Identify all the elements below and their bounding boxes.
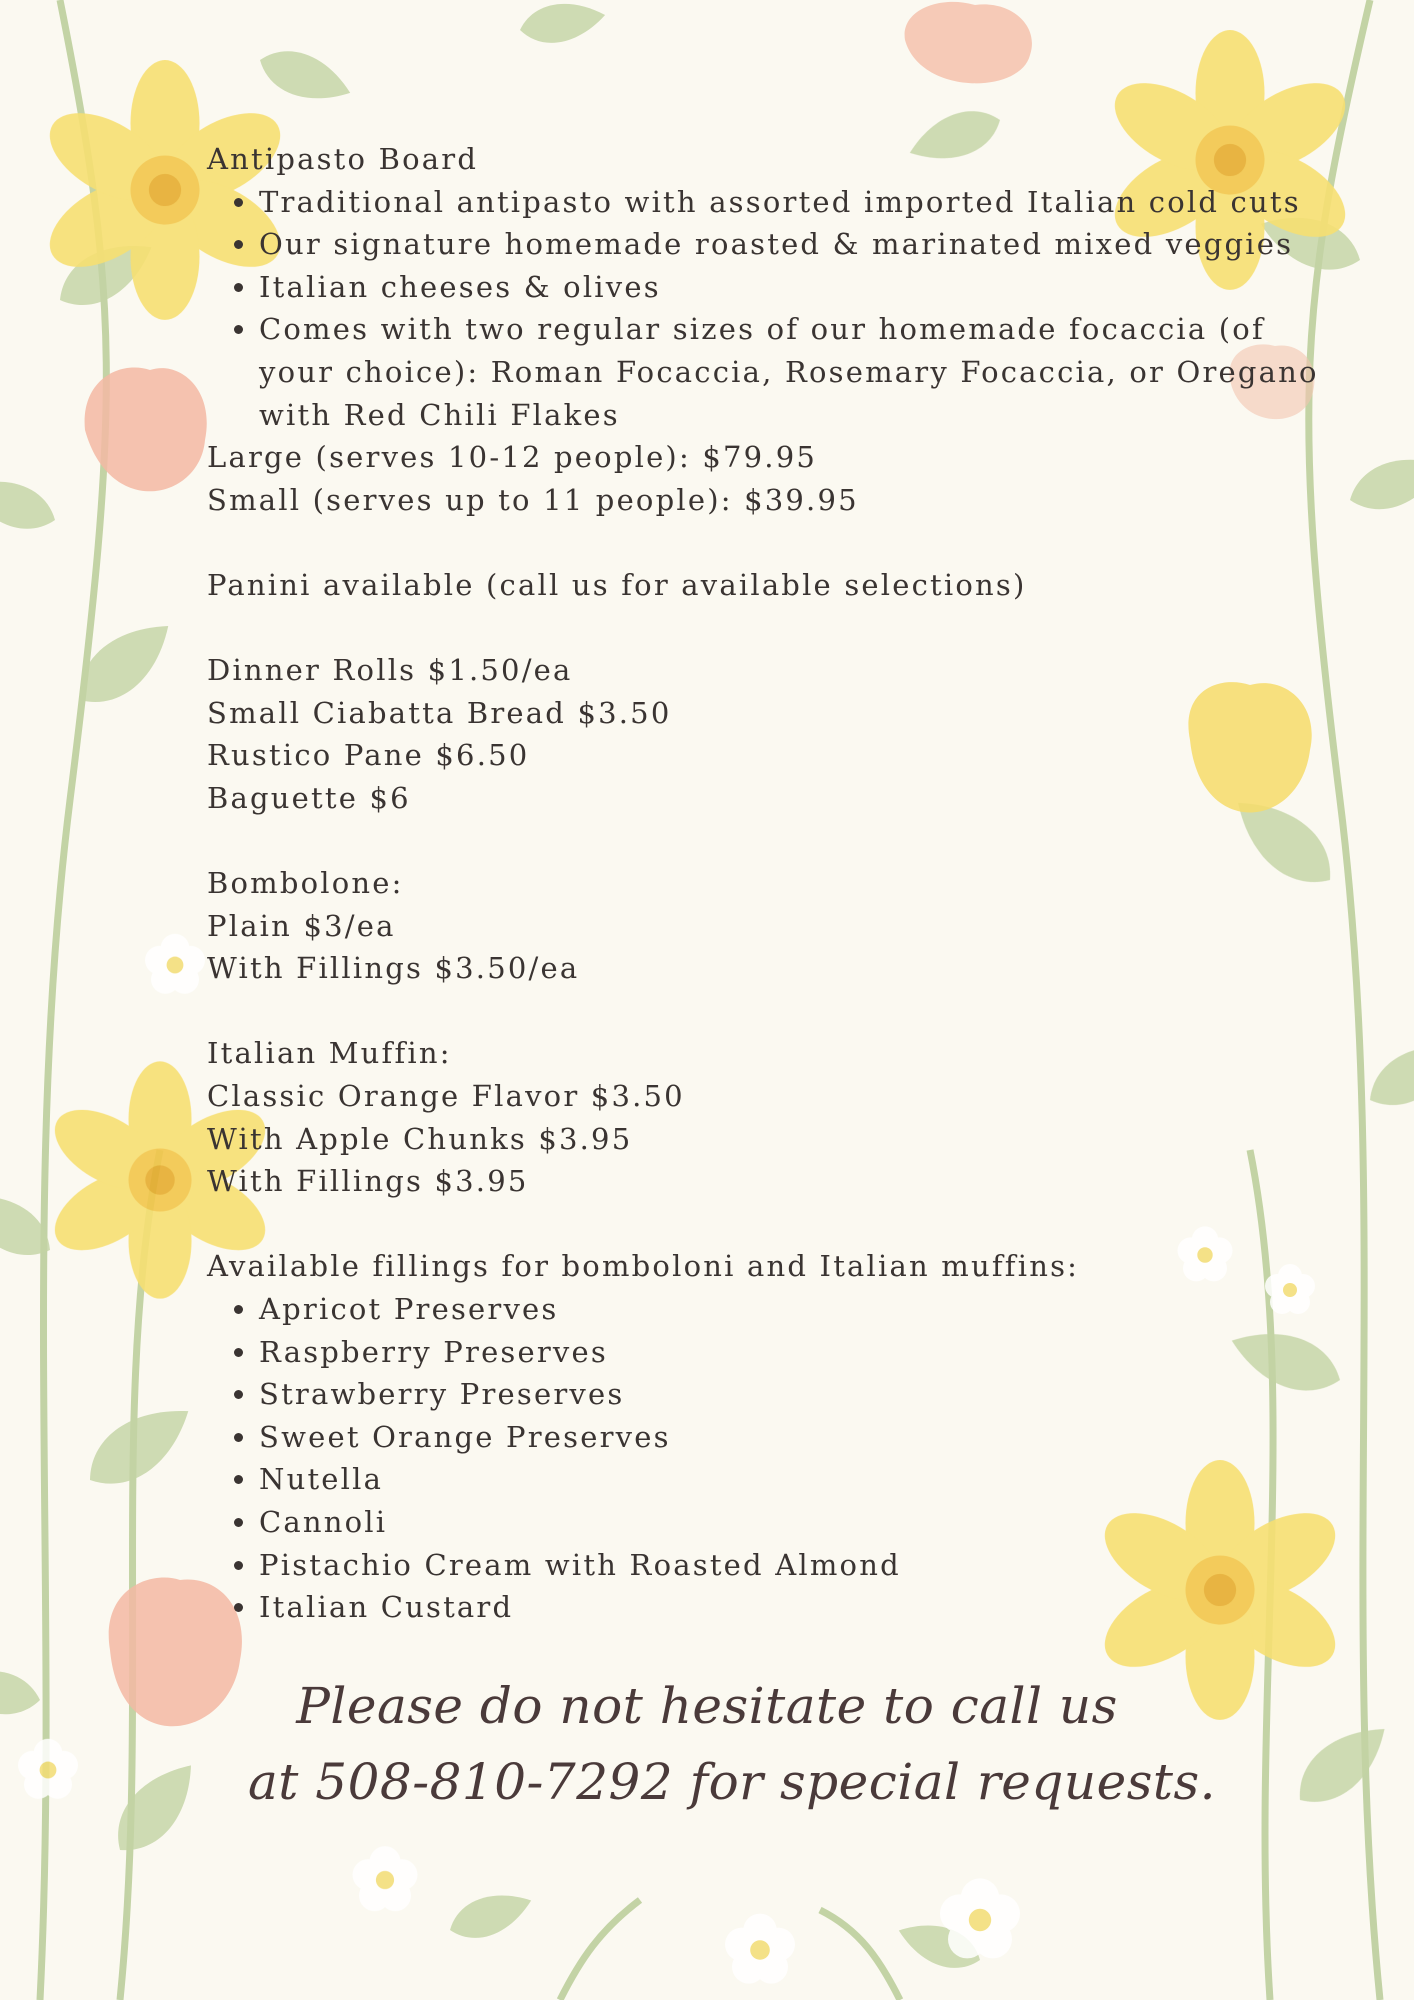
list-item: • Nutella xyxy=(259,1458,1327,1501)
bread-item: Baguette $6 xyxy=(207,780,411,815)
muffin-item: With Fillings $3.95 xyxy=(207,1164,529,1199)
bread-item: Rustico Pane $6.50 xyxy=(207,738,530,773)
panini-note: Panini available (call us for available selections) xyxy=(207,567,1027,602)
antipasto-title: Antipasto Board xyxy=(207,142,479,176)
list-item: • Traditional antipasto with assorted imported Italian cold cuts xyxy=(259,181,1327,224)
antipasto-large-price: Large (serves 10-12 people): $79.95 xyxy=(207,440,818,475)
list-item: • Italian Custard xyxy=(259,1586,1327,1629)
closing-line-2: at 508-810-7292 for special requests. xyxy=(247,1753,1217,1811)
fillings-title: Available fillings for bomboloni and Italian muffins: xyxy=(207,1249,1080,1284)
list-item: • Comes with two regular sizes of our homemade focaccia (of your choice): Roman Focaccia, Rosemary Focaccia, or Oregano with Red Chili Flakes xyxy=(259,308,1339,436)
bombolone-item: Plain $3/ea xyxy=(207,908,396,943)
muffin-item: Classic Orange Flavor $3.50 xyxy=(207,1079,685,1114)
menu-content xyxy=(207,138,1327,1629)
list-item: • Our signature homemade roasted & marinated mixed veggies xyxy=(259,223,1327,266)
antipasto-list xyxy=(207,181,1327,437)
list-item: • Pistachio Cream with Roasted Almond xyxy=(259,1544,1327,1587)
bombolone-title: Bombolone: xyxy=(207,866,404,901)
list-item: • Cannoli xyxy=(259,1501,1327,1544)
list-item: • Apricot Preserves xyxy=(259,1288,1327,1331)
bread-item: Small Ciabatta Bread $3.50 xyxy=(207,695,672,730)
list-item: • Strawberry Preserves xyxy=(259,1373,1327,1416)
list-item: • Italian cheeses & olives xyxy=(259,266,1327,309)
bread-item: Dinner Rolls $1.50/ea xyxy=(207,653,573,688)
fillings-list xyxy=(207,1288,1327,1629)
list-item: • Sweet Orange Preserves xyxy=(259,1416,1327,1459)
muffin-item: With Apple Chunks $3.95 xyxy=(207,1121,633,1156)
bombolone-item: With Fillings $3.50/ea xyxy=(207,951,580,986)
muffin-title: Italian Muffin: xyxy=(207,1036,452,1071)
closing-line-1: Please do not hesitate to call us xyxy=(296,1677,1118,1735)
closing-note xyxy=(0,1668,1414,1820)
antipasto-small-price: Small (serves up to 11 people): $39.95 xyxy=(207,482,859,517)
list-item: • Raspberry Preserves xyxy=(259,1331,1327,1374)
